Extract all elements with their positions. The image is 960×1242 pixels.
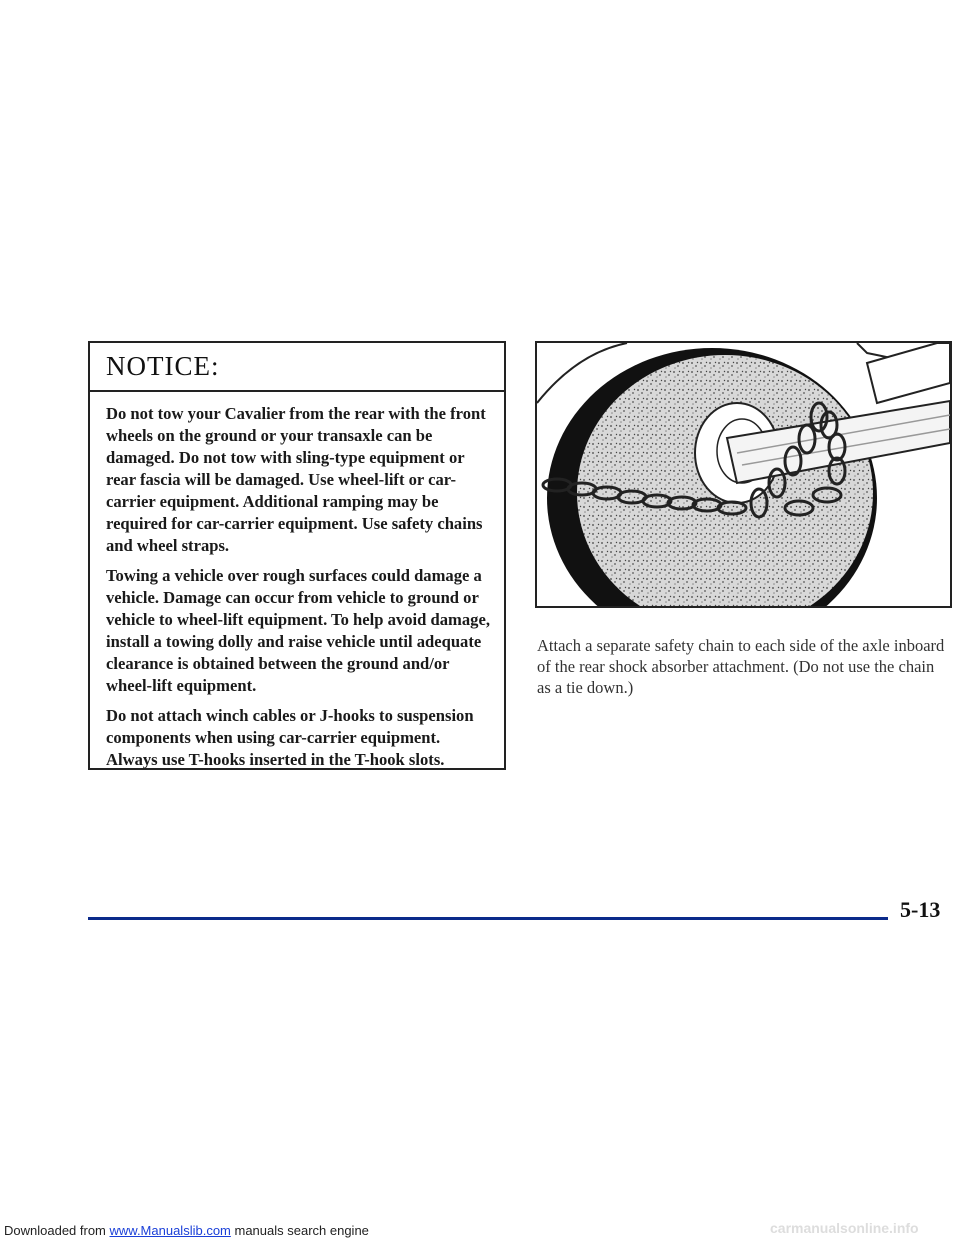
tire-chain-drawing	[537, 343, 950, 606]
safety-chain-illustration	[535, 341, 952, 608]
download-prefix: Downloaded from	[4, 1223, 110, 1238]
notice-paragraph-1: Do not tow your Cavalier from the rear with the front wheels on the ground or your transaxle can be damaged. Do not tow with sling-type equipment or rear fascia will be damaged. Use wheel-lift or car-carrier equipment. Additional ramping may be required for car-carrier equipment. Use safety chains and wheel straps.	[106, 404, 486, 555]
shock-bracket	[867, 343, 950, 403]
page-number: 5-13	[900, 897, 941, 922]
notice-paragraph-3: Do not attach winch cables or J-hooks to suspension components when using car-carrier equipment. Always use T-hooks inserted in the T-hook slots.	[106, 706, 474, 769]
notice-title: NOTICE:	[106, 351, 220, 381]
notice-box	[88, 341, 506, 770]
download-source-line	[4, 1223, 369, 1238]
download-suffix: manuals search engine	[230, 1223, 369, 1238]
figure-caption: Attach a separate safety chain to each side of the axle inboard of the rear shock absorber attachment. (Do not use the chain as a tie down.)	[537, 636, 945, 697]
notice-header	[90, 343, 504, 392]
notice-body	[90, 392, 504, 771]
notice-paragraph-2: Towing a vehicle over rough surfaces could damage a vehicle. Damage can occur from vehicle to ground or vehicle to wheel-lift equipment. To help avoid damage, install a towing dolly and raise vehicle until adequate clearance is obtained between the ground and/or wheel-lift equipment.	[106, 566, 490, 695]
footer-rule	[88, 917, 888, 920]
watermark: carmanualsonline.info	[770, 1220, 919, 1236]
manualslib-link[interactable]: www.Manualslib.com	[109, 1223, 231, 1238]
